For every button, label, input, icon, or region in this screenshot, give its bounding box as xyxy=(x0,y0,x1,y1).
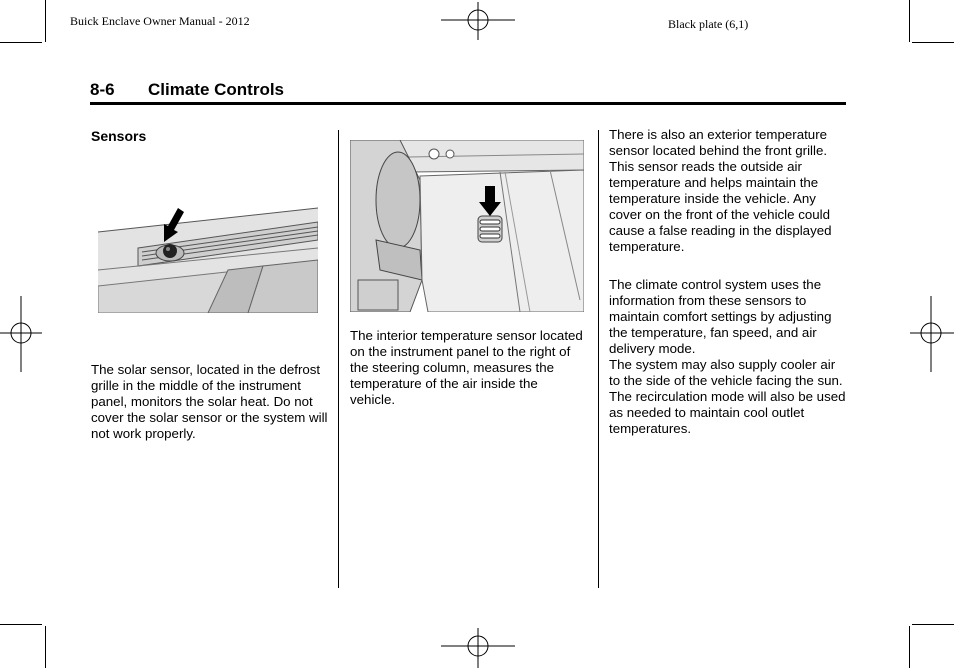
exterior-sensor-paragraph: There is also an exterior temperature sensor located behind the front grille. This sensor reads the outside air temperature and helps maintain the temperature inside the vehicle. Any cover on the front of the vehicle could cause a false reading in the displayed temperature. xyxy=(609,127,832,254)
solar-sensor-illustration xyxy=(98,200,318,313)
crop-mark-br-h xyxy=(912,624,954,625)
crop-mark-bl-v xyxy=(45,626,46,668)
climate-system-paragraph: The climate control system uses the information from these sensors to maintain comfort settings by adjusting the temperature, fan speed, and air delivery mode. xyxy=(609,277,832,356)
column-divider-1 xyxy=(338,130,339,588)
crop-mark-tl-h xyxy=(0,42,42,43)
header-manual-title: Buick Enclave Owner Manual - 2012 xyxy=(70,14,250,28)
crop-mark-br-v xyxy=(909,626,910,668)
cooler-air-paragraph: The system may also supply cooler air to the side of the vehicle facing the sun. The recirculation mode will also be used as needed to maintain cool outlet temperatures. xyxy=(609,357,846,436)
subheading-sensors: Sensors xyxy=(91,128,147,144)
registration-mark-right xyxy=(910,296,954,372)
section-title: Climate Controls xyxy=(148,80,285,99)
interior-sensor-paragraph: The interior temperature sensor located on the instrument panel to the right of the steering column, measures the temperature of the air inside the vehicle. xyxy=(350,328,583,407)
interior-sensor-illustration xyxy=(350,140,584,312)
crop-mark-tr-v xyxy=(909,0,910,42)
crop-mark-bl-h xyxy=(0,624,42,625)
solar-sensor-paragraph: The solar sensor, located in the defrost grille in the middle of the instrument panel, monitors the solar heat. Do not cover the solar sensor or the system will not work properly. xyxy=(91,362,328,441)
crop-mark-tl-v xyxy=(45,0,46,42)
registration-mark-left xyxy=(0,296,42,372)
section-number: 8-6 xyxy=(90,80,115,99)
registration-mark-top xyxy=(441,2,515,42)
crop-mark-tr-h xyxy=(912,42,954,43)
registration-mark-bottom xyxy=(441,628,515,668)
section-rule xyxy=(90,102,846,105)
header-plate-info: Black plate (6,1) xyxy=(668,17,749,31)
section-heading xyxy=(90,80,284,100)
column-divider-2 xyxy=(598,130,599,588)
